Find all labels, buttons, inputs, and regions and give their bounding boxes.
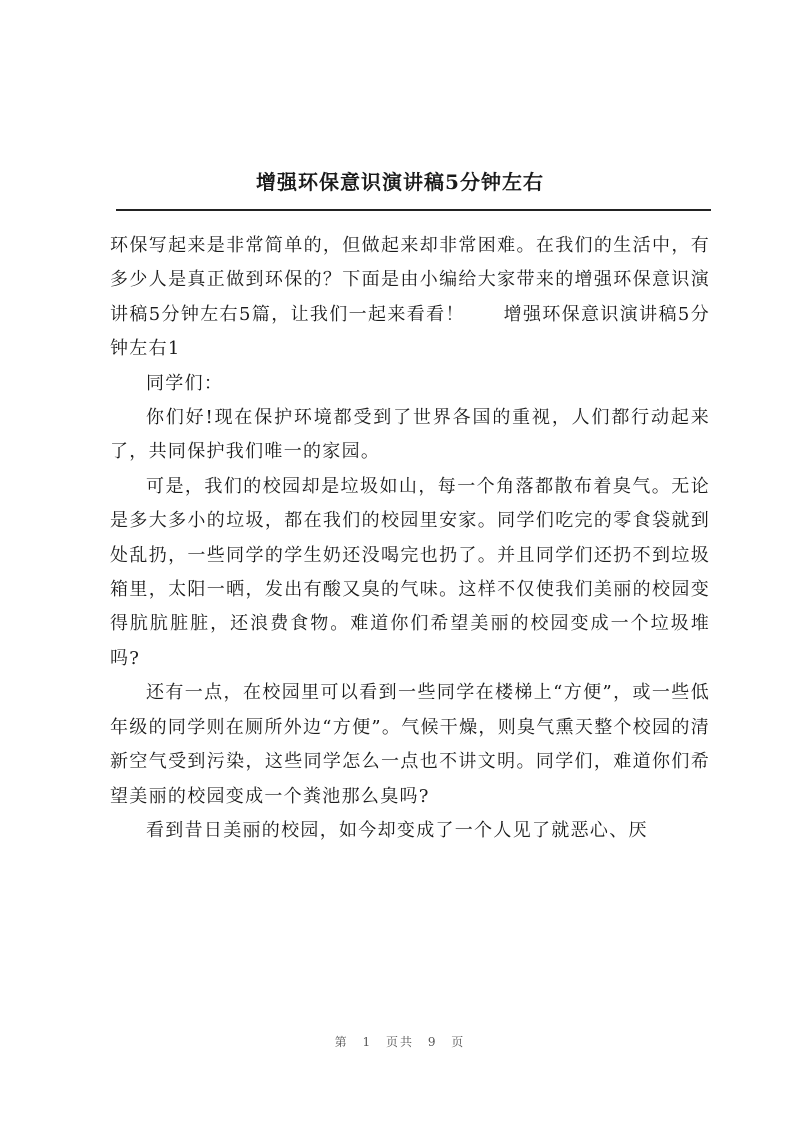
footer-page-number: 1	[362, 1035, 373, 1049]
salutation-paragraph: 同学们：	[146, 372, 224, 394]
body-paragraph: 你们好!现在保护环境都受到了世界各国的重视，人们都行动起来了，共同保护我们唯一的家园。	[110, 407, 710, 463]
body-paragraph: 还有一点，在校园里可以看到一些同学在楼梯上“方便”，或一些低年级的同学则在厕所外边“方便”。气候干燥，则臭气熏天整个校园的清新空气受到污染，这些同学怎么一点也不讲文明。同学们，难道你们希望美丽的校园变成一个粪池那么臭吗?	[110, 682, 711, 807]
footer-suffix: 页	[451, 1035, 466, 1049]
body-paragraph: 看到昔日美丽的校园，如今却变成了一个人见了就恶心、厌	[146, 819, 648, 841]
document-title: 增强环保意识演讲稿5分钟左右	[256, 170, 544, 194]
footer-middle: 页共	[385, 1035, 414, 1049]
footer-total-pages: 9	[427, 1035, 438, 1049]
page-footer	[0, 1033, 800, 1050]
intro-paragraph: 环保写起来是非常简单的，但做起来却非常困难。在我们的生活中，有多少人是真正做到环保的？下面是由小编给大家带来的增强环保意识演讲稿5分钟左右5篇，让我们一起来看看！ 增强环保意识演讲稿5分钟左右1	[110, 235, 710, 360]
title-underline	[116, 209, 711, 211]
body-paragraph: 可是，我们的校园却是垃圾如山，每一个角落都散布着臭气。无论是多大多小的垃圾，都在我们的校园里安家。同学们吃完的零食袋就到处乱扔，一些同学的学生奶还没喝完也扔了。并且同学们还扔不到垃圾箱里，太阳一晒，发出有酸又臭的气味。这样不仅使我们美丽的校园变得肮肮脏脏，还浪费食物。难道你们希望美丽的校园变成一个垃圾堆吗?	[110, 475, 710, 669]
document-body	[110, 229, 710, 848]
footer-prefix: 第	[334, 1035, 349, 1049]
